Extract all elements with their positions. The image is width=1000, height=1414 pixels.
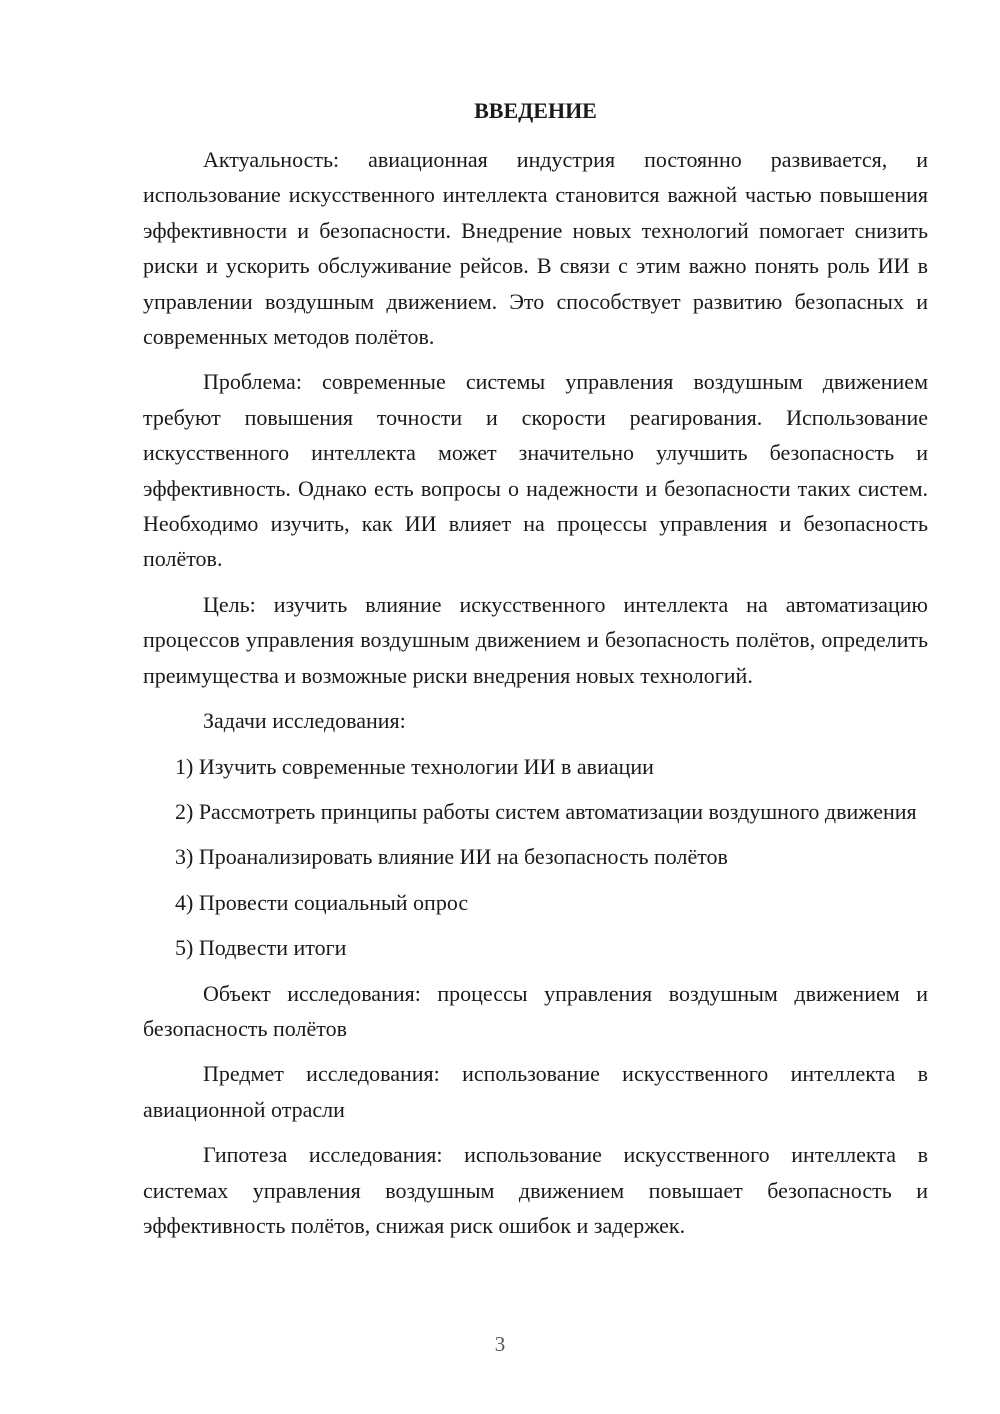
goal-paragraph: Цель: изучить влияние искусственного интеллекта на автоматизацию процессов управления воздушным движением и безопасность полётов, определить преимущества и возможные риски внедрения новых технологий. (143, 591, 928, 688)
subject-paragraph: Предмет исследования: использование искусственного интеллекта в авиационной отрасли (143, 1061, 928, 1122)
problem-paragraph: Проблема: современные системы управления воздушным движением требуют повышения точности и скорости реагирования. Использование искусственного интеллекта может значительно улучшить безопасность и эффективность. Однако есть вопросы о надежности и безопасности таких систем. Необходимо изучить, как ИИ влияет на процессы управления и безопасность полётов. (143, 369, 928, 572)
section-heading: ВВЕДЕНИЕ (474, 98, 597, 123)
task-item: 5) Подвести итоги (175, 935, 347, 961)
task-item: 3) Проанализировать влияние ИИ на безопасность полётов (175, 844, 728, 870)
task-item: 2) Рассмотреть принципы работы систем автоматизации воздушного движения (175, 798, 917, 824)
document-page (143, 94, 928, 1253)
relevance-paragraph: Актуальность: авиационная индустрия постоянно развивается, и использование искусственного интеллекта становится важной частью повышения эффективности и безопасности. Внедрение новых технологий помогает снизить риски и ускорить обслуживание рейсов. В связи с этим важно понять роль ИИ в управлении воздушным движением. Это способствует развитию безопасных и современных методов полётов. (143, 147, 928, 350)
task-item: 1) Изучить современные технологии ИИ в авиации (175, 753, 654, 779)
page-number: 3 (494, 1332, 506, 1356)
hypothesis-paragraph: Гипотеза исследования: использование искусственного интеллекта в системах управления воздушным движением повышает безопасность и эффективность полётов, снижая риск ошибок и задержек. (143, 1142, 928, 1238)
object-paragraph: Объект исследования: процессы управления воздушным движением и безопасность полётов (143, 980, 928, 1041)
tasks-title: Задачи исследования: (203, 708, 406, 734)
task-item: 4) Провести социальный опрос (175, 889, 469, 915)
